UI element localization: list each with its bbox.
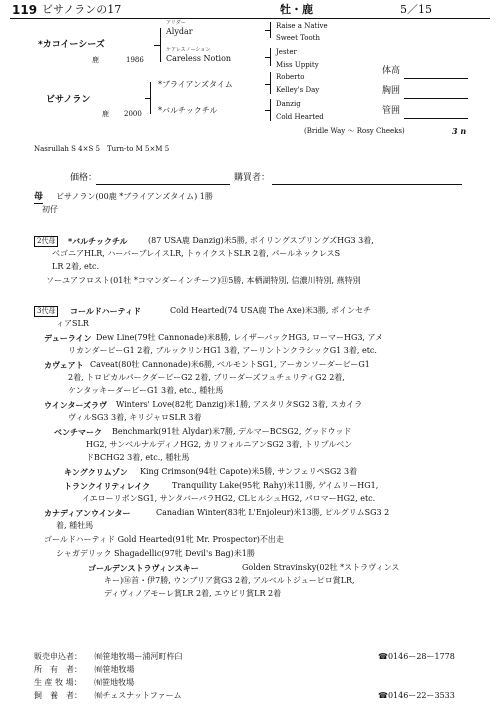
entry-caveat-cont1: 2着, トロピカルパークダービーG2 2着, ブリーダーズフュチュリティG2 2着, [68, 373, 345, 382]
golden-stravinsky-text3: ディヴィノアモーレ賞LR 2着, エウビリ賞LR 2着 [104, 589, 282, 598]
sale-date: 5／15 [400, 3, 432, 16]
entry-canadian-cont: 着, 種牡馬 [56, 521, 94, 530]
gen4-3: Jester [276, 48, 297, 56]
entry-tranquility-cont: イエローリボンSG1, サンタバーバラHG2, CLヒルシュHG2, パロマーHG2, etc. [82, 494, 376, 503]
gold-hearted: ゴールドハーティド Gold Hearted(91牝 Mr. Prospector)不出走 [44, 535, 284, 544]
entry-benchmark-text: Benchmark(91牡 Alydar)米7勝, デルマーBCSG2, グッドウッド [112, 427, 352, 436]
breeder-label: 生 産 牧 場： [34, 678, 82, 687]
lot-title: ビサノランの17 [42, 3, 122, 16]
entry-benchmark-cont1: HG2, サンベルナルディノHG2, カリフォルニアンSG2 3着, トリプルベン [86, 440, 353, 449]
gen4-1: Raise a Native [276, 22, 328, 30]
entry-caveat-cont2: ケンタッキーダービーG1 3着, etc., 種牡馬 [68, 386, 224, 395]
seller-value: ㈲笹地牧場ー浦河町杵臼 [94, 652, 183, 661]
owner-value: ㈲笹地牧場 [94, 665, 135, 674]
gen4-2: Sweet Tooth [276, 34, 320, 42]
gen4-4: Miss Uppity [276, 61, 319, 69]
second-dam-text3: LR 2着, etc. [52, 262, 100, 271]
breeder-value: ㈲笹地牧場 [94, 678, 135, 687]
third-dam-text2: ィアSLR [56, 319, 89, 328]
entry-tranquility-text: Tranquility Lake(95牝 Rahy)米11勝, ゲイムリーHG1, [172, 481, 379, 490]
dam-dam-name: *バルチックチル [158, 106, 218, 115]
sire-color: 鹿 [92, 56, 99, 64]
seller-label: 販売申込者： [34, 652, 82, 661]
lot-number: 119 [12, 3, 38, 17]
second-dam-name: *バルチックチル [68, 236, 128, 246]
entry-canadian-name: カナディアンウインター [44, 508, 131, 518]
gen4-5: Roberto [276, 73, 305, 81]
golden-stravinsky-text1: Golden Stravinsky(02牡 *ストラヴィンス [242, 563, 400, 572]
second-dam-text1: (87 USA鹿 Danzig)米5勝, ボイリングスプリングズHG3 3着, [148, 236, 374, 245]
entry-kingcrimson-text: King Crimson(94牡 Capote)米5勝, サンフェリペSG2 3着 [140, 467, 358, 476]
height-label: 体高 [382, 66, 401, 76]
third-dam-name: コールドハーティド [70, 306, 142, 316]
dam-section-line1: ビサノラン(00鹿 *ブライアンズタイム) 1勝 [56, 192, 213, 201]
cannon-label: 管囲 [382, 106, 401, 116]
dam-year: 2000 [124, 110, 142, 118]
price-label: 価格： [70, 173, 98, 183]
inbreeding: Nasrullah S 4×S 5 Turn-to M 5×M 5 [34, 145, 170, 153]
entry-tranquility-name: トランクイリティレイク [64, 481, 151, 491]
shagadellic: シャガデリック Shagadellic(97牝 Devil's Bag)米1勝 [56, 549, 255, 558]
third-dam-label: 3代母 [34, 306, 58, 317]
second-dam-label: 2代母 [34, 236, 58, 247]
sire-sire-name: Alydar [166, 27, 193, 36]
entry-wintlove-text: Winters' Love(82牝 Danzig)米1勝, アスタリタSG2 3着, スカイラ [116, 400, 363, 409]
sire-dam-name: Careless Notion [166, 54, 232, 63]
header-rule [10, 18, 490, 19]
raiser-label: 飼 養 者： [34, 691, 82, 700]
dam-color: 鹿 [102, 110, 109, 118]
owner-label: 所 有 者： [34, 665, 82, 674]
tel-1: ☎0146ー28ー1778 [378, 652, 455, 661]
gen4-8: Cold Hearted [276, 113, 324, 121]
sire-year: 1986 [126, 56, 144, 64]
golden-stravinsky-name: ゴールデンストラヴィンスキー [88, 563, 199, 573]
family-number: 3 n [452, 126, 467, 136]
sire-name: *カコイーシーズ [38, 40, 105, 50]
second-dam-foal: ソーユアフロスト(01牡 *コマンダーインチーフ)⑪5勝, 本栖湖特別, 信濃川特別, 燕特別 [46, 276, 361, 285]
entry-wintlove-cont: ヴィルSG3 3着, キリジャロSLR 3着 [68, 413, 202, 422]
entry-dewline-name: デューライン [44, 333, 92, 343]
entry-dewline-cont: リカンダービーG1 2着, ブルックリンHG1 3着, アーリントンクラシックG1 3着, etc. [68, 346, 377, 355]
golden-stravinsky-text2: キー)⑯首・伊7勝, ウンブリア賞G3 2着, アルベルトジューピロ賞LR, [104, 576, 355, 585]
gen4-7: Danzig [276, 100, 301, 108]
gen4-6: Kelley's Day [276, 86, 320, 94]
sire-sire-kana: アリダー [166, 20, 186, 26]
entry-dewline-text: Dew Line(79牡 Cannonade)米8勝, レイザーバックHG3, ローマーHG3, アメ [96, 333, 384, 342]
footer-owner [34, 665, 135, 675]
footer-raiser [34, 691, 182, 701]
entry-caveat-text: Caveat(80牡 Cannonade)米6勝, ベルモントSG1, アーカンソーダービーG1 [90, 360, 370, 369]
entry-wintlove-name: ウインターズラヴ [44, 400, 108, 410]
third-dam-text1: Cold Hearted(74 USA鹿 The Axe)米3勝, ポインセチ [170, 306, 372, 315]
sire-line-note: (Bridle Way ～ Rosy Cheeks) [304, 127, 405, 135]
tel-2: ☎0146ー22ー3533 [378, 691, 455, 700]
raiser-value: ㈲チェスナットファーム [94, 691, 182, 700]
dam-section-label: 母 [34, 192, 43, 204]
entry-benchmark-cont2: ドBCHG2 3着, etc., 種牡馬 [86, 453, 190, 462]
dam-section-line2: 初仔 [42, 205, 58, 214]
entry-kingcrimson-name: キングクリムゾン [64, 467, 128, 477]
footer-seller [34, 652, 183, 662]
entry-benchmark-name: ベンチマーク [54, 427, 102, 437]
girth-label: 胸囲 [382, 86, 401, 96]
sex-color: 牡・鹿 [280, 3, 313, 16]
entry-canadian-text: Canadian Winter(83牝 L'Enjoleur)米13勝, ピルグリムSG3 2 [156, 508, 390, 517]
second-dam-text2: ベゴニアHLR, ハーバーブレイスLR, トゥイクストSLR 2着, パールネックレスS [52, 249, 341, 258]
sire-dam-kana: ケアレスノーション [166, 47, 211, 53]
entry-caveat-name: カヴェアト [44, 360, 84, 370]
buyer-label: 購買者： [234, 173, 271, 183]
footer-breeder [34, 678, 134, 688]
dam-name: ビサノラン [46, 95, 91, 105]
dam-sire-name: *ブライアンズタイム [158, 80, 233, 89]
